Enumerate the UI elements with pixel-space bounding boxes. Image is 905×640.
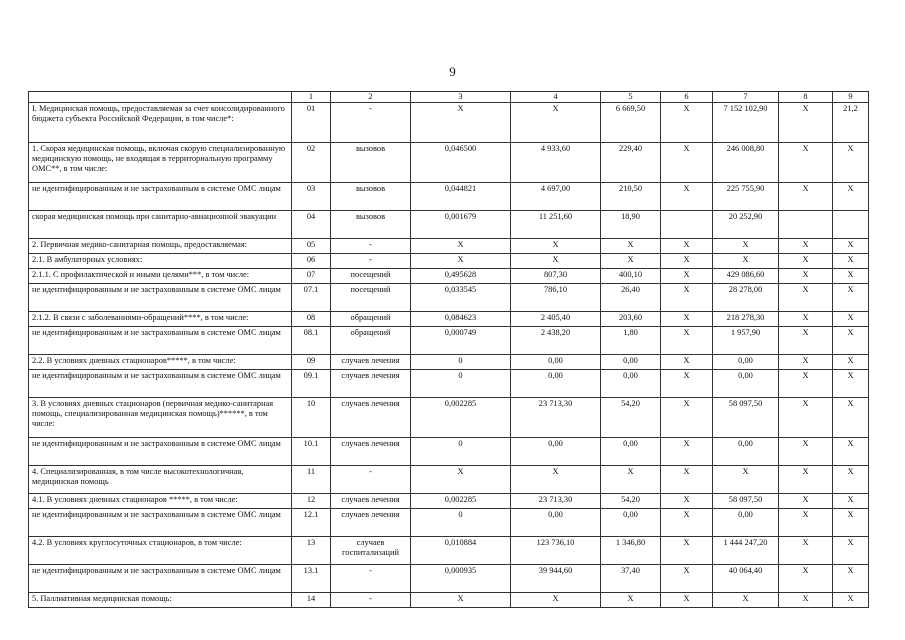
col5-cell: 26,40 — [601, 284, 661, 312]
col3-cell: 0 — [411, 509, 511, 537]
row-code-cell: 10.1 — [292, 438, 331, 466]
col7-cell: 218 278,30 — [713, 312, 779, 327]
row-code-cell: 10 — [292, 398, 331, 438]
col6-cell: X — [661, 509, 713, 537]
col6-cell: X — [661, 103, 713, 143]
col5-cell: X — [601, 466, 661, 494]
table-row — [29, 593, 869, 608]
col8-cell: X — [779, 327, 833, 355]
col5-cell: 54,20 — [601, 398, 661, 438]
table-row — [29, 398, 869, 438]
col4-cell: 2 438,20 — [511, 327, 601, 355]
row-name-cell: 2.2. В условиях дневных стационаров*****, в том числе: — [29, 355, 292, 370]
col4-cell: X — [511, 254, 601, 269]
col4-cell: 0,00 — [511, 370, 601, 398]
col9-cell: X — [833, 269, 869, 284]
row-name-cell: не идентифицированным и не застрахованным в системе ОМС лицам — [29, 509, 292, 537]
col9-cell: X — [833, 355, 869, 370]
row-unit-cell: обращений — [331, 312, 411, 327]
col5-cell: X — [601, 593, 661, 608]
row-code-cell: 07 — [292, 269, 331, 284]
col3-cell: X — [411, 466, 511, 494]
row-name-cell: не идентифицированным и не застрахованным в системе ОМС лицам — [29, 370, 292, 398]
column-header: 2 — [331, 92, 411, 103]
col4-cell: 0,00 — [511, 355, 601, 370]
row-unit-cell: вызовов — [331, 211, 411, 239]
row-name-cell: 4. Специализированная, в том числе высокотехнологичная, медицинская помощь — [29, 466, 292, 494]
col7-cell: 225 755,90 — [713, 183, 779, 211]
col6-cell: X — [661, 269, 713, 284]
col6-cell: X — [661, 355, 713, 370]
col7-cell: 429 086,60 — [713, 269, 779, 284]
table-row — [29, 183, 869, 211]
col4-cell: 11 251,60 — [511, 211, 601, 239]
col8-cell: X — [779, 565, 833, 593]
col5-cell: 54,20 — [601, 494, 661, 509]
row-unit-cell: случаев лечения — [331, 370, 411, 398]
table-row — [29, 438, 869, 466]
row-unit-cell: вызовов — [331, 143, 411, 183]
table-row — [29, 211, 869, 239]
row-unit-cell: вызовов — [331, 183, 411, 211]
col6-cell: X — [661, 466, 713, 494]
table-row — [29, 466, 869, 494]
col6-cell: X — [661, 593, 713, 608]
col5-cell: X — [601, 239, 661, 254]
row-name-cell: не идентифицированным и не застрахованным в системе ОМС лицам — [29, 438, 292, 466]
col5-cell: 18,90 — [601, 211, 661, 239]
col9-cell: 21,2 — [833, 103, 869, 143]
budget-table — [28, 91, 869, 608]
column-number-row — [29, 92, 869, 103]
col7-cell: 0,00 — [713, 355, 779, 370]
col8-cell: X — [779, 509, 833, 537]
col5-cell: 0,00 — [601, 370, 661, 398]
column-header: 8 — [779, 92, 833, 103]
col3-cell: X — [411, 593, 511, 608]
col7-cell: 58 097,50 — [713, 398, 779, 438]
col6-cell: X — [661, 537, 713, 565]
table-row — [29, 312, 869, 327]
col6-cell: X — [661, 398, 713, 438]
table-row — [29, 509, 869, 537]
table-row — [29, 537, 869, 565]
col3-cell: 0 — [411, 438, 511, 466]
col8-cell: X — [779, 143, 833, 183]
col7-cell: 40 064,40 — [713, 565, 779, 593]
col8-cell: X — [779, 537, 833, 565]
row-unit-cell: случаев лечения — [331, 509, 411, 537]
col4-cell: 786,10 — [511, 284, 601, 312]
col8-cell: X — [779, 239, 833, 254]
col9-cell: X — [833, 438, 869, 466]
page-number: 9 — [449, 64, 456, 79]
col7-cell: 20 252,90 — [713, 211, 779, 239]
col9-cell: X — [833, 593, 869, 608]
col7-cell: 28 278,00 — [713, 284, 779, 312]
row-unit-cell: - — [331, 565, 411, 593]
row-unit-cell: посещений — [331, 269, 411, 284]
col8-cell: X — [779, 370, 833, 398]
row-name-cell: 2.1.2. В связи с заболеваниями-обращений****, в том числе: — [29, 312, 292, 327]
col8-cell — [779, 211, 833, 239]
col7-cell: 0,00 — [713, 438, 779, 466]
col8-cell: X — [779, 254, 833, 269]
col8-cell: X — [779, 103, 833, 143]
row-code-cell: 13.1 — [292, 565, 331, 593]
col5-cell: 0,00 — [601, 438, 661, 466]
col6-cell: X — [661, 183, 713, 211]
column-header: 7 — [713, 92, 779, 103]
col3-cell: X — [411, 254, 511, 269]
col5-cell: 6 669,50 — [601, 103, 661, 143]
col6-cell — [661, 211, 713, 239]
col4-cell: 0,00 — [511, 438, 601, 466]
col3-cell: X — [411, 103, 511, 143]
col9-cell: X — [833, 537, 869, 565]
col8-cell: X — [779, 312, 833, 327]
col5-cell: 0,00 — [601, 509, 661, 537]
col9-cell: X — [833, 183, 869, 211]
row-name-cell: 4.1. В условиях дневных стационаров *****, в том числе: — [29, 494, 292, 509]
col4-cell: 23 713,30 — [511, 494, 601, 509]
column-header: 3 — [411, 92, 511, 103]
col4-cell: 2 405,40 — [511, 312, 601, 327]
col6-cell: X — [661, 239, 713, 254]
col4-cell: 123 736,10 — [511, 537, 601, 565]
col9-cell: X — [833, 370, 869, 398]
row-name-cell: скорая медицинская помощь при санитарно-авиационной эвакуации — [29, 211, 292, 239]
row-code-cell: 08 — [292, 312, 331, 327]
table-row — [29, 565, 869, 593]
row-code-cell: 12 — [292, 494, 331, 509]
row-code-cell: 03 — [292, 183, 331, 211]
col3-cell: 0,010884 — [411, 537, 511, 565]
col4-cell: 39 944,60 — [511, 565, 601, 593]
row-code-cell: 06 — [292, 254, 331, 269]
col4-cell: 4 933,60 — [511, 143, 601, 183]
col5-cell: 210,50 — [601, 183, 661, 211]
table-row — [29, 239, 869, 254]
col7-cell: 0,00 — [713, 509, 779, 537]
col6-cell: X — [661, 312, 713, 327]
col9-cell: X — [833, 143, 869, 183]
col3-cell: 0,000935 — [411, 565, 511, 593]
col5-cell: 1,80 — [601, 327, 661, 355]
row-name-cell: 1. Скорая медицинская помощь, включая скорую специализированную медицинскую помощь, не входящая в территориальную программу ОМС**, в том числе: — [29, 143, 292, 183]
col6-cell: X — [661, 494, 713, 509]
col4-cell: X — [511, 103, 601, 143]
col3-cell: 0,495628 — [411, 269, 511, 284]
col6-cell: X — [661, 438, 713, 466]
col7-cell: 58 097,50 — [713, 494, 779, 509]
col9-cell: X — [833, 312, 869, 327]
col4-cell: 807,30 — [511, 269, 601, 284]
col3-cell: 0 — [411, 355, 511, 370]
row-code-cell: 01 — [292, 103, 331, 143]
col7-cell: 1 957,90 — [713, 327, 779, 355]
col3-cell: 0,046500 — [411, 143, 511, 183]
table-row — [29, 370, 869, 398]
row-unit-cell: случаев лечения — [331, 438, 411, 466]
col6-cell: X — [661, 327, 713, 355]
col8-cell: X — [779, 438, 833, 466]
col9-cell: X — [833, 565, 869, 593]
col6-cell: X — [661, 143, 713, 183]
row-code-cell: 09 — [292, 355, 331, 370]
col8-cell: X — [779, 398, 833, 438]
table-row — [29, 103, 869, 143]
row-name-cell: не идентифицированным и не застрахованным в системе ОМС лицам — [29, 327, 292, 355]
col9-cell: X — [833, 254, 869, 269]
column-header: 5 — [601, 92, 661, 103]
col3-cell: 0,002285 — [411, 494, 511, 509]
row-unit-cell: - — [331, 593, 411, 608]
col7-cell: 7 152 102,90 — [713, 103, 779, 143]
col6-cell: X — [661, 284, 713, 312]
col3-cell: 0,033545 — [411, 284, 511, 312]
col9-cell: X — [833, 509, 869, 537]
col3-cell: 0,001679 — [411, 211, 511, 239]
col3-cell: 0,002285 — [411, 398, 511, 438]
col7-cell: X — [713, 593, 779, 608]
row-unit-cell: посещений — [331, 284, 411, 312]
col5-cell: 400,10 — [601, 269, 661, 284]
row-unit-cell: - — [331, 239, 411, 254]
col4-cell: X — [511, 466, 601, 494]
row-code-cell: 11 — [292, 466, 331, 494]
row-name-cell: 4.2. В условиях круглосуточных стационаров, в том числе: — [29, 537, 292, 565]
col8-cell: X — [779, 355, 833, 370]
col8-cell: X — [779, 494, 833, 509]
col5-cell: 37,40 — [601, 565, 661, 593]
row-unit-cell: - — [331, 466, 411, 494]
table-row — [29, 355, 869, 370]
col5-cell: 1 346,80 — [601, 537, 661, 565]
col5-cell: X — [601, 254, 661, 269]
col9-cell: X — [833, 494, 869, 509]
column-header: 9 — [833, 92, 869, 103]
row-unit-cell: - — [331, 103, 411, 143]
table-body — [29, 103, 869, 608]
row-name-cell: не идентифицированным и не застрахованным в системе ОМС лицам — [29, 284, 292, 312]
table-row — [29, 269, 869, 284]
column-header — [29, 92, 292, 103]
col7-cell: X — [713, 254, 779, 269]
table-row — [29, 494, 869, 509]
table-row — [29, 327, 869, 355]
table-row — [29, 254, 869, 269]
row-unit-cell: случаев лечения — [331, 398, 411, 438]
col9-cell: X — [833, 284, 869, 312]
row-name-cell: 2. Первичная медико-санитарная помощь, предоставляемая: — [29, 239, 292, 254]
col3-cell: X — [411, 239, 511, 254]
col5-cell: 0,00 — [601, 355, 661, 370]
col9-cell — [833, 211, 869, 239]
row-name-cell: 3. В условиях дневных стационаров (первичная медико-санитарная помощь, специализированная медицинская помощь)******, в том числе: — [29, 398, 292, 438]
row-unit-cell: случаев лечения — [331, 355, 411, 370]
col7-cell: X — [713, 239, 779, 254]
row-code-cell: 07.1 — [292, 284, 331, 312]
col8-cell: X — [779, 183, 833, 211]
col4-cell: X — [511, 239, 601, 254]
col6-cell: X — [661, 565, 713, 593]
col4-cell: X — [511, 593, 601, 608]
row-name-cell: 2.1. В амбулаторных условиях: — [29, 254, 292, 269]
column-header: 6 — [661, 92, 713, 103]
col6-cell: X — [661, 254, 713, 269]
column-header: 1 — [292, 92, 331, 103]
col9-cell: X — [833, 466, 869, 494]
row-code-cell: 04 — [292, 211, 331, 239]
row-code-cell: 13 — [292, 537, 331, 565]
col8-cell: X — [779, 269, 833, 284]
col3-cell: 0,044821 — [411, 183, 511, 211]
col4-cell: 23 713,30 — [511, 398, 601, 438]
row-code-cell: 09.1 — [292, 370, 331, 398]
col7-cell: 246 008,80 — [713, 143, 779, 183]
col7-cell: 1 444 247,20 — [713, 537, 779, 565]
table-row — [29, 143, 869, 183]
col7-cell: 0,00 — [713, 370, 779, 398]
row-name-cell: I. Медицинская помощь, предоставляемая за счет консолидированного бюджета субъекта Российской Федерации, в том числе*: — [29, 103, 292, 143]
col3-cell: 0,000749 — [411, 327, 511, 355]
row-unit-cell: случаев госпитализаций — [331, 537, 411, 565]
col3-cell: 0 — [411, 370, 511, 398]
row-unit-cell: случаев лечения — [331, 494, 411, 509]
col9-cell: X — [833, 239, 869, 254]
row-name-cell: не идентифицированным и не застрахованным в системе ОМС лицам — [29, 183, 292, 211]
col8-cell: X — [779, 593, 833, 608]
column-header: 4 — [511, 92, 601, 103]
col8-cell: X — [779, 466, 833, 494]
row-code-cell: 05 — [292, 239, 331, 254]
col3-cell: 0,084623 — [411, 312, 511, 327]
row-code-cell: 14 — [292, 593, 331, 608]
row-code-cell: 08.1 — [292, 327, 331, 355]
col9-cell: X — [833, 398, 869, 438]
col6-cell: X — [661, 370, 713, 398]
col8-cell: X — [779, 284, 833, 312]
row-unit-cell: - — [331, 254, 411, 269]
col7-cell: X — [713, 466, 779, 494]
col4-cell: 0,00 — [511, 509, 601, 537]
row-unit-cell: обращений — [331, 327, 411, 355]
row-name-cell: 5. Паллиативная медицинская помощь: — [29, 593, 292, 608]
row-code-cell: 12.1 — [292, 509, 331, 537]
col5-cell: 203,60 — [601, 312, 661, 327]
col5-cell: 229,40 — [601, 143, 661, 183]
row-name-cell: не идентифицированным и не застрахованным в системе ОМС лицам — [29, 565, 292, 593]
col4-cell: 4 697,00 — [511, 183, 601, 211]
table-row — [29, 284, 869, 312]
col9-cell: X — [833, 327, 869, 355]
row-code-cell: 02 — [292, 143, 331, 183]
row-name-cell: 2.1.1. С профилактической и иными целями***, в том числе: — [29, 269, 292, 284]
